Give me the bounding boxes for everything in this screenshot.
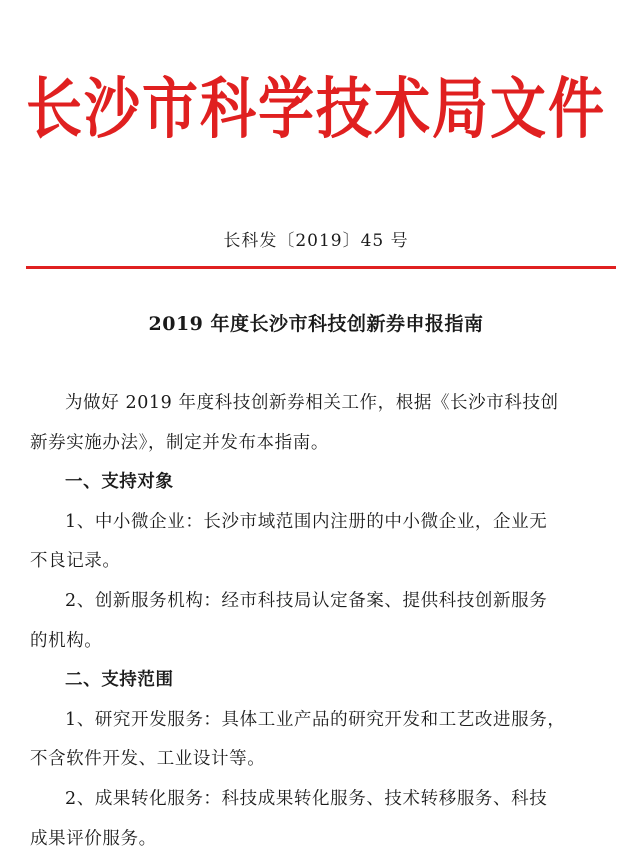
- intro-line-1: 为做好 2019 年度科技创新券相关工作，根据《长沙市科技创: [65, 393, 559, 413]
- item-1-line-1: 1、中小微企业：长沙市域范围内注册的中小微企业，企业无: [65, 511, 548, 532]
- item-2-line-2: 的机构。: [30, 630, 103, 651]
- document-title: 2019 年度长沙市科技创新券申报指南: [148, 313, 484, 335]
- document-body: [30, 384, 610, 859]
- item-2-line-1: 2、创新服务机构：经市科技局认定备案、提供科技创新服务: [65, 590, 548, 611]
- section-heading-support-targets: 一、支持对象: [65, 472, 174, 493]
- support-scope-item-1: [30, 701, 610, 780]
- item-3-line-1: 1、研究开发服务：具体工业产品的研究开发和工艺改进服务，: [65, 709, 566, 730]
- intro-paragraph: [30, 384, 610, 463]
- document-number: 长科发〔2019〕45 号: [223, 231, 409, 251]
- support-target-item-1: [30, 503, 610, 582]
- item-4-line-1: 2、成果转化服务：科技成果转化服务、技术转移服务、科技: [65, 788, 548, 809]
- issuing-authority-title: 长沙市科学技术局文件: [26, 70, 606, 149]
- support-scope-item-2: [30, 780, 610, 859]
- intro-line-2: 新券实施办法》，制定并发布本指南。: [30, 432, 329, 453]
- item-3-line-2: 不含软件开发、工业设计等。: [30, 749, 266, 770]
- red-divider-line: [26, 266, 616, 269]
- item-1-line-2: 不良记录。: [30, 551, 121, 572]
- section-heading-support-scope: 二、支持范围: [65, 670, 174, 691]
- support-target-item-2: [30, 582, 610, 661]
- item-4-line-2: 成果评价服务。: [30, 828, 157, 849]
